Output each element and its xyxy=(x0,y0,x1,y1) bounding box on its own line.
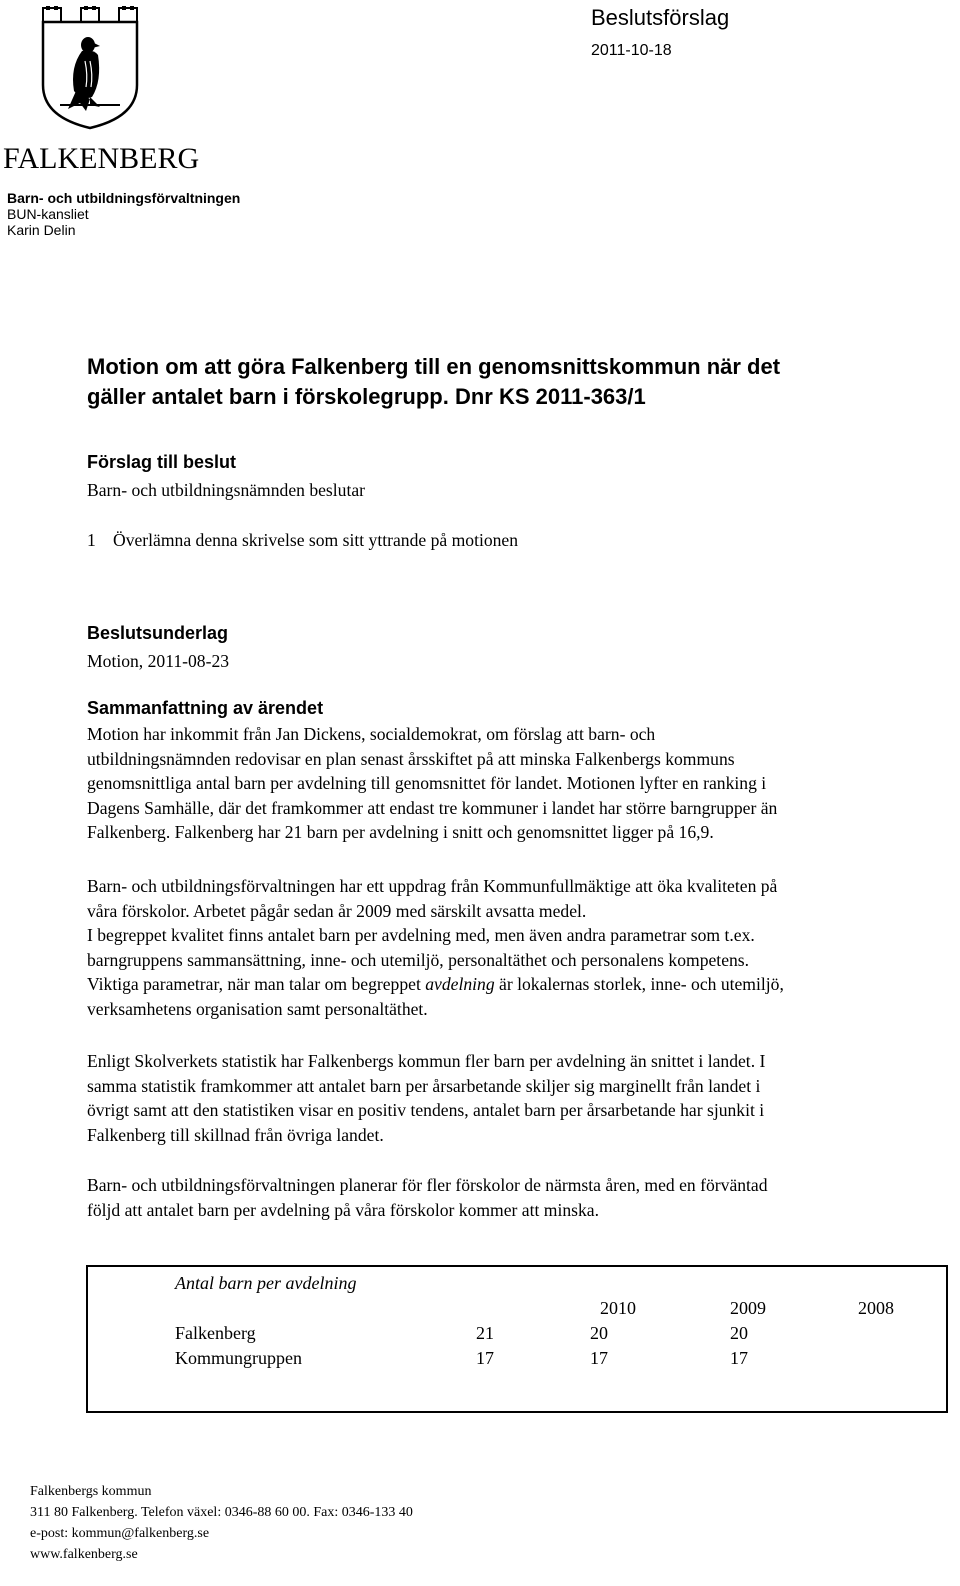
paragraph-line: Dagens Samhälle, där det framkommer att endast tre kommuner i landet har större barngrupper än xyxy=(87,797,778,818)
table-cell: 17 xyxy=(476,1348,494,1368)
paragraph-line: I begreppet kvalitet finns antalet barn per avdelning med, men även andra parametrar som t.ex. xyxy=(87,925,755,946)
emphasized-term: avdelning xyxy=(425,974,495,995)
basis-heading: Beslutsunderlag xyxy=(87,623,229,643)
paragraph-line: samma statistik framkommer att antalet barn per årsarbetande skiljer sig marginellt från landet i xyxy=(87,1075,761,1096)
paragraph-line: barngruppens sammansättning, inne- och utemiljö, personaltäthet och personalens kompetens. xyxy=(87,949,750,970)
table-cell: 20 xyxy=(590,1323,608,1343)
falkenberg-crest-icon xyxy=(40,5,140,130)
summary-paragraph xyxy=(87,1049,957,1147)
footer-org: Falkenbergs kommun xyxy=(30,1484,152,1499)
footer-email: e-post: kommun@falkenberg.se xyxy=(30,1526,210,1541)
table-caption: Antal barn per avdelning xyxy=(175,1273,357,1293)
paragraph-line: Falkenberg till skillnad från övriga landet. xyxy=(87,1124,384,1145)
footer xyxy=(30,1481,413,1565)
paragraph-line: följd att antalet barn per avdelning på våra förskolor kommer att minska. xyxy=(87,1199,600,1220)
footer-address: 311 80 Falkenberg. Telefon växel: 0346-88 60 00. Fax: 0346-133 40 xyxy=(30,1505,413,1520)
unit-name: BUN-kansliet xyxy=(7,206,89,222)
paragraph-line: Motion har inkommit från Jan Dickens, socialdemokrat, om förslag att barn- och xyxy=(87,724,656,744)
table-cell: 17 xyxy=(730,1348,748,1368)
title-line: gäller antalet barn i förskolegrupp. Dnr KS 2011-363/1 xyxy=(87,384,646,409)
text-run: Viktiga parametrar, när man talar om begreppet xyxy=(87,974,426,995)
paragraph-line: Falkenberg. Falkenberg har 21 barn per avdelning i snitt och genomsnittet ligger på 16,9. xyxy=(87,822,714,843)
paragraph-line: utbildningsnämnden redovisar en plan senast årsskiftet på att minska Falkenbergs kommuns xyxy=(87,748,735,769)
paragraph-line: genomsnittliga antal barn per avdelning till genomsnittet för landet. Motionen lyfter en ranking i xyxy=(87,773,767,794)
author-name: Karin Delin xyxy=(7,222,76,238)
footer-website: www.falkenberg.se xyxy=(30,1547,138,1562)
department-name: Barn- och utbildningsförvaltningen xyxy=(7,190,241,206)
title-line: Motion om att göra Falkenberg till en genomsnittskommun när det xyxy=(87,354,781,379)
table-year-header: 2008 xyxy=(858,1298,894,1318)
logotype: FALKENBERG xyxy=(3,142,200,175)
table-row-label: Falkenberg xyxy=(175,1323,256,1343)
summary-paragraph xyxy=(87,1173,957,1222)
document-type: Beslutsförslag xyxy=(591,5,730,30)
decision-item-number: 1 xyxy=(87,530,96,550)
table-row-label: Kommungruppen xyxy=(175,1348,302,1368)
table-cell: 20 xyxy=(730,1323,748,1343)
paragraph-line: våra förskolor. Arbetet pågår sedan år 2009 med särskilt avsatta medel. xyxy=(87,900,587,921)
proposal-heading: Förslag till beslut xyxy=(87,452,237,472)
table-cell: 17 xyxy=(590,1348,608,1368)
paragraph-line: Enligt Skolverkets statistik har Falkenbergs kommun fler barn per avdelning än snittet i landet. I xyxy=(87,1051,766,1071)
summary-paragraph xyxy=(87,722,957,845)
paragraph-line: övrigt samt att den statistiken visar en positiv tendens, antalet barn per årsarbetande har sjunkit i xyxy=(87,1100,765,1121)
summary-heading: Sammanfattning av ärendet xyxy=(87,698,324,718)
paragraph-line: Barn- och utbildningsförvaltningen har ett uppdrag från Kommunfullmäktige att öka kvaliteten på xyxy=(87,876,778,896)
basis-document: Motion, 2011-08-23 xyxy=(87,651,230,671)
paragraph-line: Barn- och utbildningsförvaltningen planerar för fler förskolor de närmsta åren, med en förväntad xyxy=(87,1175,768,1195)
decision-item xyxy=(87,528,518,553)
document-date: 2011-10-18 xyxy=(591,42,672,59)
sender-block xyxy=(7,190,240,238)
summary-paragraph xyxy=(87,874,957,1022)
table-year-header: 2009 xyxy=(730,1298,766,1318)
page-title xyxy=(87,352,937,412)
table-year-header: 2010 xyxy=(600,1298,636,1318)
paragraph-line xyxy=(87,972,957,997)
table-cell: 21 xyxy=(476,1323,494,1343)
decision-item-text: Överlämna denna skrivelse som sitt yttrande på motionen xyxy=(113,530,519,550)
text-run: är lokalernas storlek, inne- och utemiljö, xyxy=(494,974,784,995)
paragraph-line: verksamhetens organisation samt personaltäthet. xyxy=(87,998,428,1019)
proposal-subheading: Barn- och utbildningsnämnden beslutar xyxy=(87,480,366,500)
